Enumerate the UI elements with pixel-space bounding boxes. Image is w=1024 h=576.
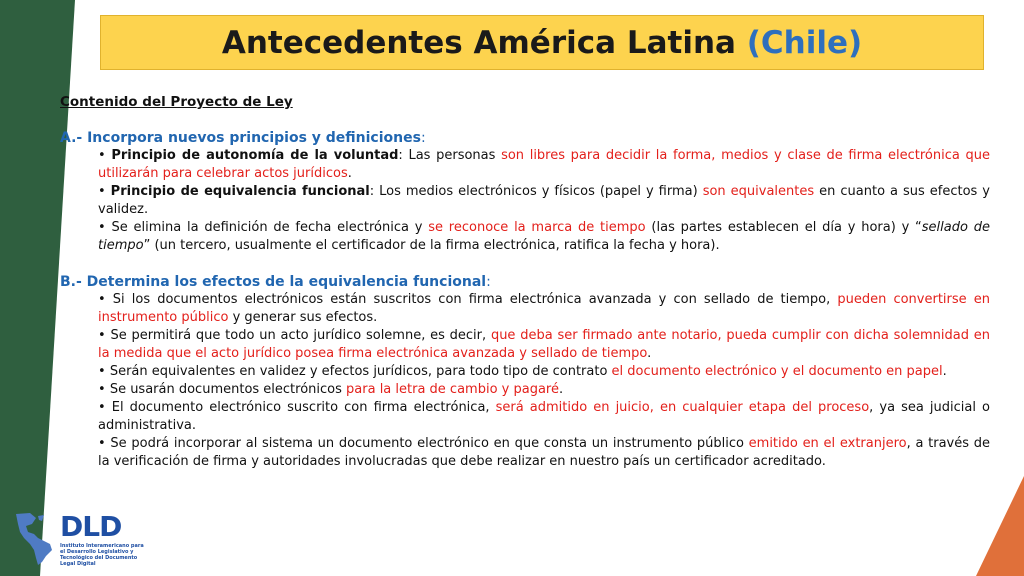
content-heading: Contenido del Proyecto de Ley <box>60 94 293 110</box>
text: Se podrá incorporar al sistema un documento electrónico en que consta un instrumento público <box>110 436 749 451</box>
section-b-colon: : <box>486 274 491 290</box>
text: . <box>647 346 652 361</box>
text: El documento electrónico suscrito con firma electrónica, <box>111 400 496 415</box>
red-text: son equivalentes <box>702 184 815 199</box>
list-item: • Serán equivalentes en validez y efectos jurídicos, para todo tipo de contrato el documento electrónico y el documento en papel. <box>98 364 947 379</box>
red-text: que deba ser firmado ante notario, pueda cumplir con dicha solemnidad en la medida que el acto jurídico posea firma electrónica avanzada y sellado de tiempo <box>98 328 990 361</box>
text: Si los documentos electrónicos están suscritos con firma electrónica avanzada y con sellado de tiempo, <box>112 292 838 307</box>
text: Se permitirá que todo un acto jurídico solemne, es decir, <box>110 328 491 343</box>
text: Se usarán documentos electrónicos <box>109 382 347 397</box>
red-text: para la letra de cambio y pagaré <box>346 382 559 397</box>
logo-wordmark: DLD <box>60 510 122 543</box>
section-a-title-text: A.- Incorpora nuevos principios y definiciones <box>60 130 421 146</box>
list-item: • Si los documentos electrónicos están suscritos con firma electrónica avanzada y con sellado de tiempo, pueden convertirse en instrumento público y generar sus efectos. <box>98 292 990 325</box>
section-a-colon: : <box>420 130 426 146</box>
section-a-title <box>60 129 990 147</box>
text: : Las personas <box>398 148 502 163</box>
text: : Los medios electrónicos y físicos (papel y firma) <box>369 184 703 199</box>
red-text: son libres para decidir la forma, medios y clase de firma electrónica que utilizarán para celebrar actos jurídicos <box>98 148 991 181</box>
section-b-list <box>98 291 990 471</box>
text: , ya sea judicial o administrativa. <box>98 400 990 433</box>
text: Serán equivalentes en validez y efectos jurídicos, para todo tipo de contrato <box>109 364 612 379</box>
red-text: será admitido en juicio, en cualquier etapa del proceso <box>495 400 870 415</box>
text: . <box>558 382 564 397</box>
list-item: • Principio de autonomía de la voluntad: Las personas son libres para decidir la forma, medios y clase de firma electrónica que utilizarán para celebrar actos jurídicos. <box>98 148 991 181</box>
red-text: el documento electrónico y el documento en papel <box>611 364 943 379</box>
bold-text: Principio de autonomía de la voluntad <box>111 148 399 163</box>
red-text: emitido en el extranjero <box>748 436 907 451</box>
list-item: • Se permitirá que todo un acto jurídico solemne, es decir, que deba ser firmado ante notario, pueda cumplir con dicha solemnidad en la medida que el acto jurídico posea firma electrónica avanzada y sellado de tiempo. <box>98 328 990 361</box>
text: . <box>347 166 352 181</box>
slide-title <box>100 15 984 70</box>
text: y generar sus efectos. <box>228 310 378 325</box>
section-b-title-text: B.- Determina los efectos de la equivalencia funcional <box>60 274 487 290</box>
section-a-list <box>98 147 990 255</box>
list-item: • Se usarán documentos electrónicos para la letra de cambio y pagaré. <box>98 382 564 397</box>
red-text: se reconoce la marca de tiempo <box>428 220 646 235</box>
text: . <box>942 364 947 379</box>
red-text: pueden convertirse en instrumento público <box>98 292 990 325</box>
dld-logo <box>12 512 152 568</box>
orange-corner-shape <box>976 476 1024 576</box>
section-b-title <box>60 273 990 291</box>
list-item: • Se elimina la definición de fecha electrónica y se reconoce la marca de tiempo (las partes establecen el día y hora) y “sellado de tiempo” (un tercero, usualmente el certificador de la firma electrónica, ratifica la fecha y hora). <box>98 220 990 253</box>
bold-text: Principio de equivalencia funcional <box>110 184 370 199</box>
spacer <box>60 255 990 273</box>
text: , a través de la verificación de firma y autoridades involucradas que debe realizar en nuestro país un certificador acreditado. <box>98 436 990 469</box>
slide-content <box>60 93 990 471</box>
text: ” (un tercero, usualmente el certificador de la firma electrónica, ratifica la fecha y hora). <box>143 238 720 253</box>
italic-text: sellado de tiempo <box>98 220 990 253</box>
list-item: • El documento electrónico suscrito con firma electrónica, será admitido en juicio, en cualquier etapa del proceso, ya sea judicial o administrativa. <box>98 400 990 433</box>
list-item: • Se podrá incorporar al sistema un documento electrónico en que consta un instrumento público emitido en el extranjero, a través de la verificación de firma y autoridades involucradas que debe realizar en nuestro país un certificador acreditado. <box>98 436 990 469</box>
logo-subtitle: Instituto Interamericano para el Desarrollo Legislativo y Tecnológico del Documento Legal Digital <box>60 543 144 567</box>
text: en cuanto a sus efectos y validez. <box>98 184 991 217</box>
title-main: Antecedentes América Latina <box>221 25 736 61</box>
list-item: • Principio de equivalencia funcional: Los medios electrónicos y físicos (papel y firma) son equivalentes en cuanto a sus efectos y validez. <box>98 184 991 217</box>
text: Se elimina la definición de fecha electrónica y <box>111 220 429 235</box>
title-accent: (Chile) <box>746 25 863 61</box>
americas-map-icon <box>12 512 58 566</box>
text: (las partes establecen el día y hora) y “ <box>645 220 922 235</box>
